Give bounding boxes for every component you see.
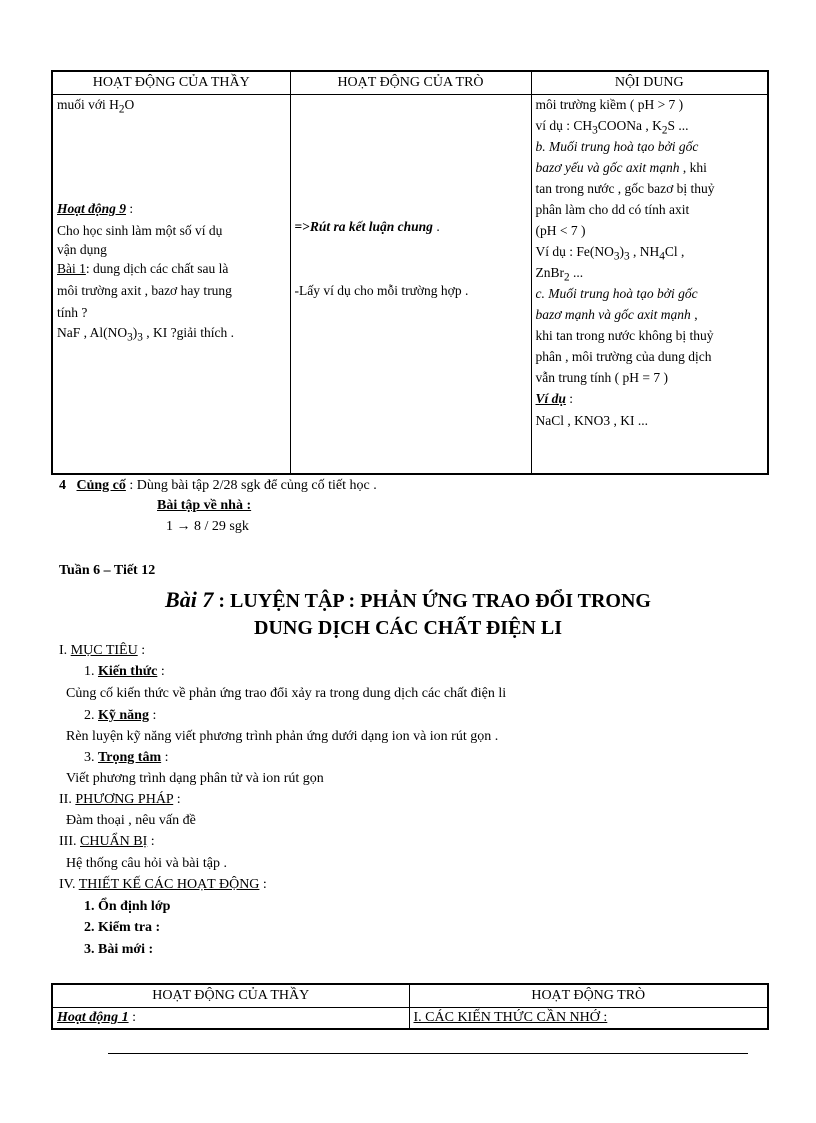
header-student-2: HOẠT ĐỘNG TRÒ — [409, 984, 768, 1008]
teacher-cell: muối với $H_2O$ Hoạt động 9 : Cho học sinh làm một số ví dụ vận dụng Bài 1: dung dịch các chất sau là môi trường axit , bazơ hay trung tính ? NaF , $Al(NO_3)_3$ , KI ?giải thích . — [52, 95, 290, 475]
activity-table-1 — [51, 70, 769, 475]
exercise-1-label: Bài 1 — [57, 261, 86, 276]
step-check: 2. Kiểm tra : — [84, 920, 161, 935]
section-activities: IV. THIẾT KẾ CÁC HOẠT ĐỘNG : — [59, 877, 267, 892]
section-objectives: I. MỤC TIÊU : — [59, 643, 146, 658]
activity-9-label: Hoạt động 9 — [57, 201, 127, 216]
consolidation-line: 4 Củng cố : Dùng bài tập 2/28 sgk để củng cố tiết học . — [59, 478, 377, 493]
method-text: Đàm thoại , nêu vấn đề — [66, 813, 196, 828]
header-content: NỘI DUNG — [531, 71, 768, 95]
student-cell: =>Rút ra kết luận chung . -Lấy ví dụ cho mỗi trường hợp . — [290, 95, 531, 475]
skills-text: Rèn luyện kỹ năng viết phương trình phản ứng dưới dạng ion và ion rút gọn . — [66, 729, 499, 744]
section-method: II. PHƯƠNG PHÁP : — [59, 792, 181, 807]
activity-table-2 — [51, 983, 769, 1030]
consolidation-label: Củng cố — [76, 478, 126, 493]
preparation-text: Hệ thống câu hỏi và bài tập . — [66, 856, 227, 871]
subsection-skills: 2. Kỹ năng : — [84, 708, 157, 723]
header-student: HOẠT ĐỘNG CỦA TRÒ — [290, 71, 531, 95]
activity-1-label: Hoạt động 1 — [57, 1010, 129, 1025]
week-lesson: Tuần 6 – Tiết 12 — [59, 563, 156, 578]
subsection-knowledge: 1. Kiến thức : — [84, 664, 165, 679]
knowledge-heading-cell: I. CÁC KIẾN THỨC CẦN NHỚ : — [409, 1008, 768, 1030]
section-preparation: III. CHUẨN BỊ : — [59, 834, 155, 849]
header-teacher-2: HOẠT ĐỘNG CỦA THẦY — [52, 984, 409, 1008]
step-new-lesson: 3. Bài mới : — [84, 942, 154, 957]
footer-rule — [108, 1053, 748, 1054]
focus-text: Viết phương trình dạng phân tử và ion rút gọn — [66, 771, 324, 786]
homework-label: Bài tập về nhà : — [157, 498, 252, 513]
lesson-number: Bài 7 — [165, 587, 214, 612]
lesson-title-line2: DUNG DỊCH CÁC CHẤT ĐIỆN LI — [254, 617, 562, 639]
general-conclusion: Rút ra kết luận chung — [309, 219, 433, 234]
lesson-title-line1: Bài 7 : LUYỆN TẬP : PHẢN ỨNG TRAO ĐỔI TRONG — [165, 587, 651, 612]
subsection-focus: 3. Trọng tâm : — [84, 750, 169, 765]
knowledge-text: Củng cố kiến thức về phản ứng trao đổi xảy ra trong dung dịch các chất điện li — [66, 686, 507, 701]
header-teacher: HOẠT ĐỘNG CỦA THẦY — [52, 71, 290, 95]
content-cell: môi trường kiềm ( pH > 7 ) ví dụ : $CH_3COONa$ , $K_2S$ ... b. Muối trung hoà tạo bởi gốc bazơ yếu và gốc axit mạnh , khi tan trong nước , gốc bazơ bị thuỷ phân làm cho dd có tính axit (pH < 7 ) Ví dụ : $Fe(NO_3)_3$ , $NH_4Cl$ , ZnBr$_2$ ... c. Muối trung hoà tạo bởi gốc bazơ mạnh và gốc axit mạnh , khi tan trong nước không bị thuỷ phân , môi trường của dung dịch vẫn trung tính ( pH = 7 ) Ví dụ : NaCl , KNO3 , KI ... — [531, 95, 768, 475]
step-class-order: 1. Ổn định lớp — [84, 899, 171, 914]
activity-1-cell: Hoạt động 1 : — [52, 1008, 409, 1030]
homework-text: 1 → 8 / 29 sgk — [166, 519, 249, 534]
